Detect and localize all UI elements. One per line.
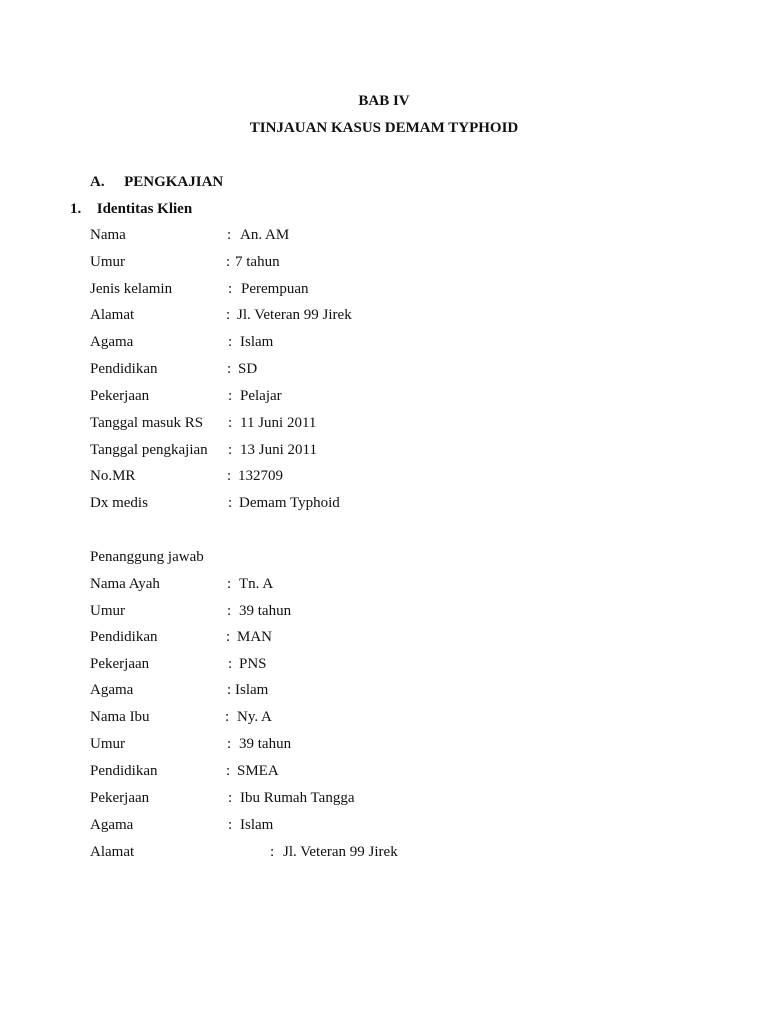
field-value: 132709 — [238, 468, 283, 484]
field-value: An. AM — [240, 227, 290, 243]
field-label: Umur — [90, 603, 125, 619]
subsection-heading — [70, 200, 192, 218]
field-label: Alamat — [90, 307, 135, 323]
field-label: Umur — [90, 254, 125, 270]
field-separator: : — [228, 790, 233, 806]
chapter-heading: BAB IV — [358, 93, 410, 109]
field-value: 39 tahun — [239, 736, 292, 752]
field-label: Jenis kelamin — [90, 281, 173, 297]
field-separator: : — [228, 281, 233, 297]
field-separator: : — [227, 682, 232, 698]
field-label: Pekerjaan — [90, 656, 150, 672]
section-letter: A. — [90, 174, 105, 190]
field-value: Ibu Rumah Tangga — [240, 790, 355, 806]
field-value: Ny. A — [237, 709, 272, 725]
field-value: Islam — [240, 334, 274, 350]
subsection-number: 1. — [70, 201, 82, 217]
field-separator: : — [226, 254, 231, 270]
field-label: Nama — [90, 227, 126, 243]
field-separator: : — [227, 227, 232, 243]
field-separator: : — [228, 388, 233, 404]
field-value: Jl. Veteran 99 Jirek — [283, 844, 398, 860]
field-value: Islam — [240, 817, 274, 833]
field-separator: : — [228, 415, 233, 431]
field-separator: : — [226, 629, 231, 645]
field-value: PNS — [239, 656, 267, 672]
field-label: Pekerjaan — [90, 388, 150, 404]
field-separator: : — [227, 576, 232, 592]
field-value: Demam Typhoid — [239, 495, 340, 511]
section-heading — [90, 173, 223, 191]
field-label: Agama — [90, 682, 134, 698]
field-value: Islam — [235, 682, 269, 698]
field-value: 39 tahun — [239, 603, 292, 619]
field-label: Umur — [90, 736, 125, 752]
field-value: Tn. A — [239, 576, 274, 592]
field-value: 11 Juni 2011 — [240, 415, 317, 431]
field-label: Pendidikan — [90, 629, 158, 645]
field-value: Perempuan — [241, 281, 309, 297]
field-separator: : — [227, 736, 232, 752]
field-separator: : — [227, 468, 232, 484]
field-separator: : — [227, 361, 232, 377]
field-separator: : — [228, 334, 233, 350]
field-value: 13 Juni 2011 — [240, 442, 317, 458]
field-separator: : — [270, 844, 275, 860]
field-value: SD — [238, 361, 258, 377]
field-separator: : — [228, 817, 233, 833]
field-label: Pendidikan — [90, 763, 158, 779]
field-separator: : — [226, 307, 231, 323]
field-separator: : — [227, 603, 232, 619]
field-label: Agama — [90, 334, 134, 350]
field-label: Pekerjaan — [90, 790, 150, 806]
field-value: Pelajar — [240, 388, 282, 404]
field-label: Pendidikan — [90, 361, 158, 377]
field-value: 7 tahun — [235, 254, 280, 270]
field-label: Nama Ibu — [90, 709, 150, 725]
field-separator: : — [226, 763, 231, 779]
section-title: PENGKAJIAN — [124, 174, 224, 190]
field-label: Agama — [90, 817, 134, 833]
field-separator: : — [228, 495, 233, 511]
field-label: Alamat — [90, 844, 135, 860]
guardian-heading: Penanggung jawab — [90, 549, 204, 565]
field-value: MAN — [237, 629, 273, 645]
field-value: SMEA — [237, 763, 279, 779]
field-label: No.MR — [90, 468, 136, 484]
field-label: Tanggal masuk RS — [90, 415, 204, 431]
field-separator: : — [228, 656, 233, 672]
field-value: Jl. Veteran 99 Jirek — [237, 307, 352, 323]
field-separator: : — [228, 442, 233, 458]
field-label: Dx medis — [90, 495, 148, 511]
field-label: Tanggal pengkajian — [90, 442, 208, 458]
document-title: TINJAUAN KASUS DEMAM TYPHOID — [249, 120, 519, 136]
field-separator: : — [225, 709, 230, 725]
subsection-title: Identitas Klien — [96, 201, 193, 217]
field-label: Nama Ayah — [90, 576, 160, 592]
